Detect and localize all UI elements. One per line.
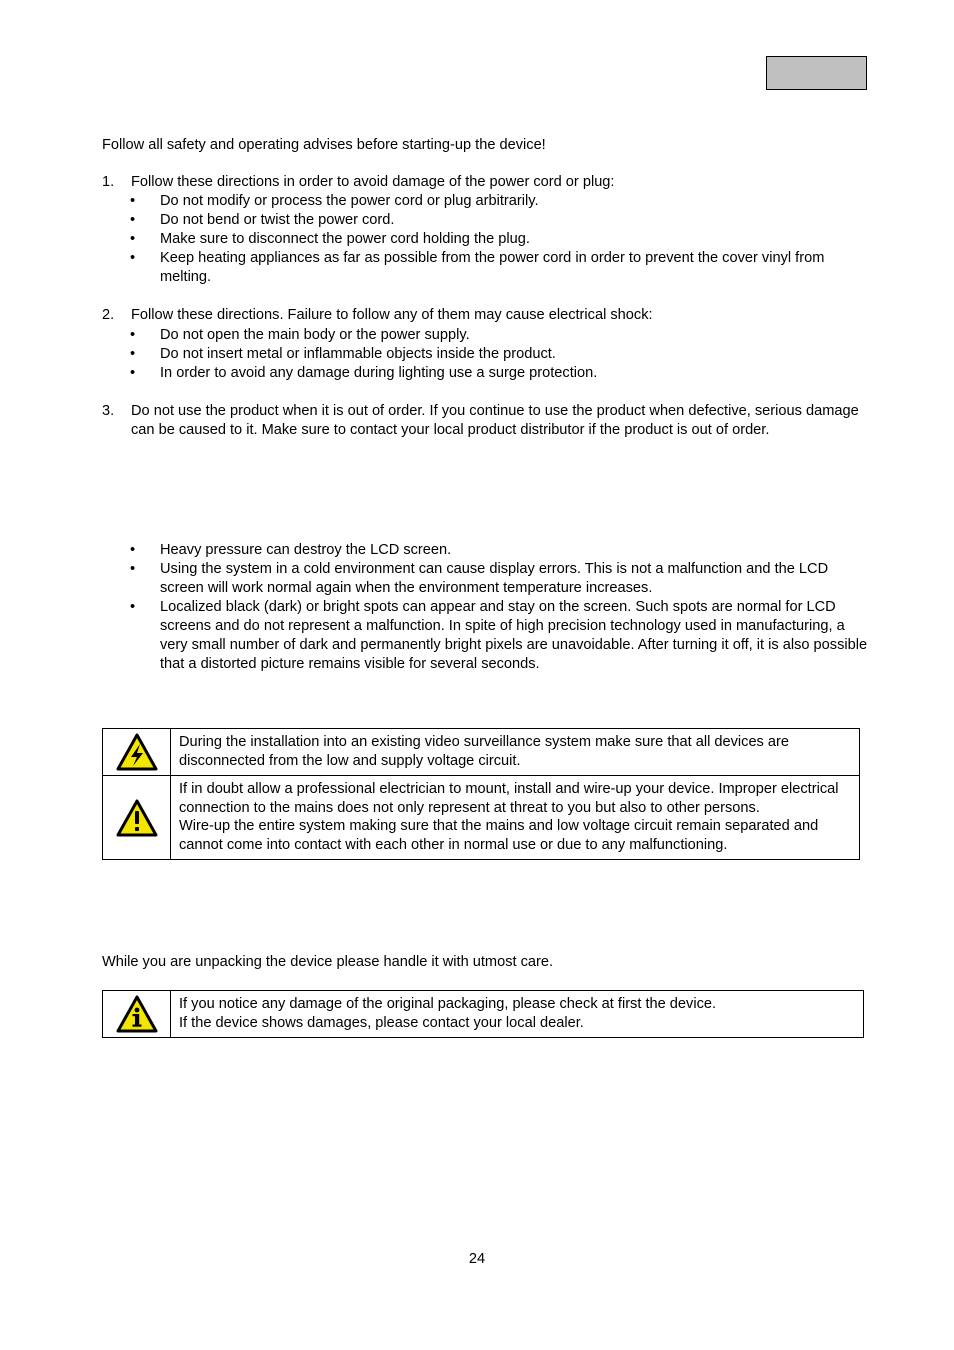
page-number: 24 [468, 1251, 486, 1267]
list-text: Do not use the product when it is out of order. If you continue to use the product when defective, serious damage can be caused to it. Make sure to contact your local product distributor if the product is out of order. [131, 403, 859, 438]
info-text-line: If the device shows damages, please contact your local dealer. [179, 1014, 584, 1031]
exclamation-warning-icon [116, 799, 158, 837]
language-tab-box [766, 56, 867, 90]
warning-table [102, 728, 860, 860]
list-item-2 [102, 306, 902, 325]
info-text [171, 991, 864, 1038]
list-item: • Do not insert metal or inflammable objects inside the product. [126, 345, 871, 364]
list-item: • Do not open the main body or the power supply. [126, 326, 871, 345]
list-number: 3. [102, 403, 115, 419]
info-icon-cell [103, 991, 171, 1038]
list-number: 1. [102, 174, 115, 190]
list-item: • Keep heating appliances as far as possible from the power cord in order to prevent the cover vinyl from melting. [126, 249, 871, 287]
warning-text-line: Wire-up the entire system making sure that the mains and low voltage circuit remain separated and cannot come into contact with each other in normal use or due to any malfunctioning. [179, 818, 819, 853]
lightning-warning-icon [116, 733, 158, 771]
info-text-line: If you notice any damage of the original packaging, please check at first the device. [179, 996, 717, 1012]
list-text: Follow these directions. Failure to follow any of them may cause electrical shock: [131, 307, 653, 323]
list-item-3 [102, 402, 902, 440]
list-item: • Do not modify or process the power cord or plug arbitrarily. [126, 192, 871, 211]
list-text: Follow these directions in order to avoid damage of the power cord or plug: [131, 174, 615, 190]
list-item: • Heavy pressure can destroy the LCD screen. [126, 541, 871, 560]
warning-text: During the installation into an existing video surveillance system make sure that all devices are disconnected from the low and supply voltage circuit. [171, 729, 860, 776]
table-row [103, 991, 864, 1038]
list-item: • In order to avoid any damage during lighting use a surge protection. [126, 364, 871, 383]
intro-text: Follow all safety and operating advises before starting-up the device! [102, 137, 546, 153]
list-number: 2. [102, 307, 115, 323]
table-row [103, 776, 860, 860]
list-item: • Using the system in a cold environment can cause display errors. This is not a malfunction and the LCD screen will work normal again when the environment temperature increases. [126, 560, 871, 598]
table-row [103, 729, 860, 776]
lcd-bullets [126, 541, 871, 674]
list-item: • Localized black (dark) or bright spots can appear and stay on the screen. Such spots are normal for LCD screens and do not represent a malfunction. In spite of high precision technology used in manufacturing, a very small number of dark and permanently bright pixels are unavoidable. After turning it off, it is also possible that a distorted picture remains visible for several seconds. [126, 598, 871, 674]
warning-text [171, 776, 860, 860]
electrical-shock-bullets [126, 326, 871, 383]
info-icon [116, 995, 158, 1033]
unpacking-text: While you are unpacking the device please handle it with utmost care. [102, 954, 554, 970]
warning-text-line: If in doubt allow a professional electrician to mount, install and wire-up your device. Improper electrical connection to the mains does not only represent at threat to you but also to other persons. [179, 781, 839, 816]
power-cord-bullets [126, 192, 871, 287]
list-item-1 [102, 173, 902, 192]
warning-icon-cell [103, 776, 171, 860]
warning-icon-cell [103, 729, 171, 776]
info-table [102, 990, 864, 1038]
list-item: • Do not bend or twist the power cord. [126, 211, 871, 230]
list-item: • Make sure to disconnect the power cord holding the plug. [126, 230, 871, 249]
